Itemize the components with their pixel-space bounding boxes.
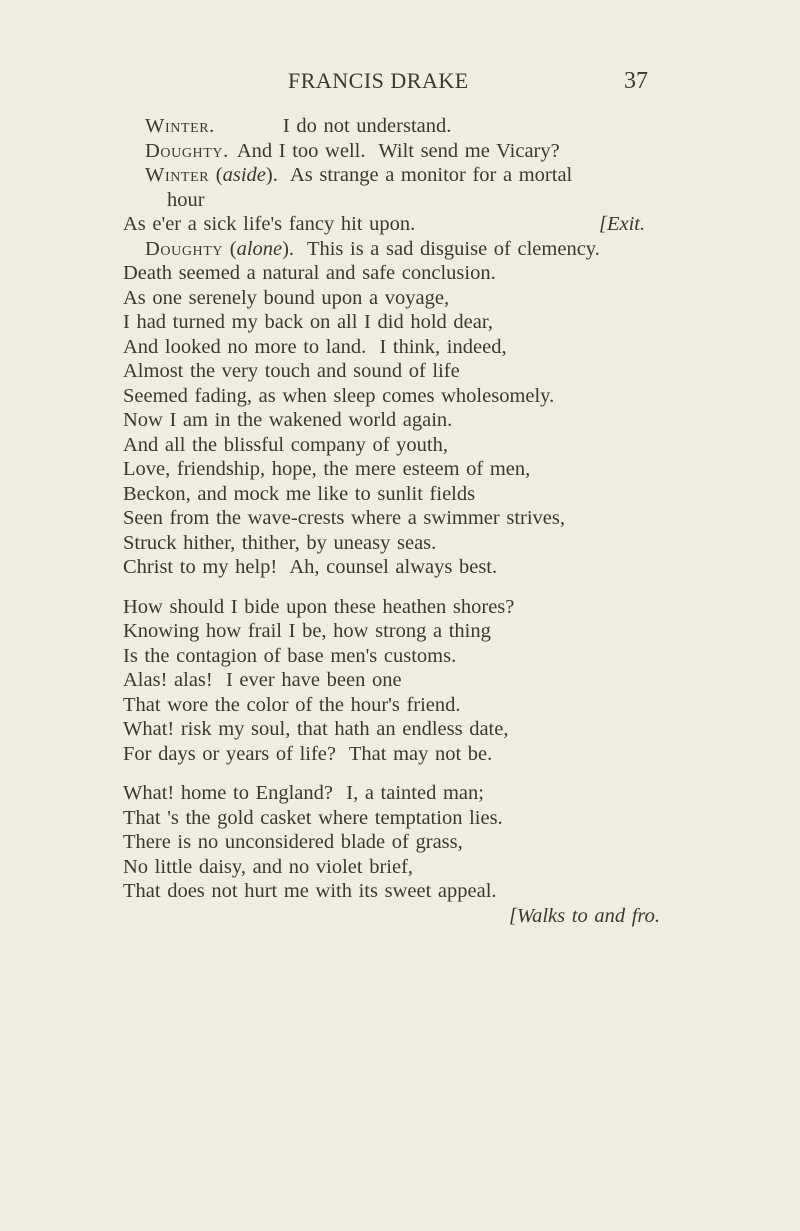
verse-line bbox=[101, 212, 661, 237]
play-text bbox=[101, 114, 661, 928]
page-number: 37 bbox=[624, 68, 648, 94]
verse-line bbox=[101, 668, 661, 693]
line-text: Seen from the wave-crests where a swimmer strives, bbox=[123, 507, 565, 529]
speech-line: Winter (aside). As strange a monitor for a mortal bbox=[145, 164, 573, 186]
verse-line bbox=[101, 806, 661, 831]
verse-line bbox=[101, 717, 661, 742]
line-text: How should I bide upon these heathen shores? bbox=[123, 595, 515, 618]
verse-line bbox=[101, 830, 661, 855]
verse-line bbox=[101, 531, 661, 556]
line-text: hour bbox=[167, 188, 205, 211]
line-text: As strange a monitor for a mortal bbox=[277, 164, 573, 186]
verse-line bbox=[101, 457, 661, 482]
speaker-name: Winter bbox=[145, 164, 210, 186]
verse-line bbox=[101, 261, 661, 286]
verse-line bbox=[101, 482, 661, 507]
line-text: I do not understand. bbox=[282, 115, 452, 137]
line-text: Seemed fading, as when sleep comes wholesomely. bbox=[123, 384, 555, 407]
stage-direction: aside bbox=[222, 164, 266, 186]
verse-line bbox=[101, 188, 661, 213]
line-text: There is no unconsidered blade of grass, bbox=[123, 831, 463, 853]
line-text: What! home to England? I, a tainted man; bbox=[123, 782, 484, 804]
verse-line bbox=[101, 781, 661, 806]
line-text: Knowing how frail I be, how strong a thing bbox=[123, 620, 491, 642]
line-text: Beckon, and mock me like to sunlit fields bbox=[123, 482, 476, 505]
verse-line bbox=[101, 742, 661, 767]
speaker-name: Doughty. bbox=[145, 139, 229, 162]
line-text: Death seemed a natural and safe conclusion. bbox=[123, 262, 496, 284]
stage-direction-walks: [Walks to and fro. bbox=[508, 904, 660, 927]
verse-line bbox=[101, 433, 661, 458]
speech-line bbox=[101, 114, 661, 139]
verse-line bbox=[101, 595, 661, 620]
verse-line bbox=[101, 855, 661, 880]
verse-line bbox=[101, 310, 661, 335]
speaker-name: Winter. bbox=[145, 115, 215, 137]
running-head bbox=[0, 68, 800, 98]
verse-line bbox=[101, 359, 661, 384]
line-text: And I too well. Wilt send me Vicary? bbox=[236, 139, 560, 162]
line-text: Alas! alas! I ever have been one bbox=[123, 669, 402, 691]
verse-line bbox=[101, 619, 661, 644]
line-text: Now I am in the wakened world again. bbox=[123, 409, 453, 431]
line-text: Is the contagion of base men's customs. bbox=[123, 644, 457, 667]
verse-line bbox=[101, 644, 661, 669]
verse-line bbox=[101, 555, 661, 580]
verse-line bbox=[101, 693, 661, 718]
line-text: As e'er a sick life's fancy hit upon. bbox=[123, 213, 416, 235]
line-text: That wore the color of the hour's friend. bbox=[123, 693, 461, 716]
line-text: That does not hurt me with its sweet appeal. bbox=[123, 880, 497, 902]
verse-line bbox=[101, 506, 661, 531]
line-text: As one serenely bound upon a voyage, bbox=[123, 286, 450, 309]
verse-line bbox=[101, 879, 661, 904]
line-text: This is a sad disguise of clemency. bbox=[294, 237, 600, 260]
stage-direction: alone bbox=[236, 237, 283, 260]
line-text: And looked no more to land. I think, indeed, bbox=[123, 335, 507, 358]
line-text: I had turned my back on all I did hold dear, bbox=[123, 311, 493, 333]
line-text: And all the blissful company of youth, bbox=[123, 433, 448, 456]
line-text: That 's the gold casket where temptation lies. bbox=[123, 806, 503, 829]
line-text: Love, friendship, hope, the mere esteem of men, bbox=[123, 458, 531, 480]
line-text: No little daisy, and no violet brief, bbox=[123, 855, 414, 878]
line-text: Almost the very touch and sound of life bbox=[123, 360, 460, 382]
verse-line bbox=[101, 335, 661, 360]
speaker-name: Doughty bbox=[145, 237, 224, 260]
stage-direction-exit: [Exit. bbox=[599, 213, 646, 235]
verse-line bbox=[101, 408, 661, 433]
verse-line bbox=[101, 384, 661, 409]
speech-line: Doughty (alone). This is a sad disguise of clemency. bbox=[145, 237, 600, 260]
running-title: FRANCIS DRAKE bbox=[288, 68, 469, 93]
speech-line bbox=[101, 139, 661, 164]
line-text: Christ to my help! Ah, counsel always best. bbox=[123, 556, 498, 578]
line-text: For days or years of life? That may not be. bbox=[123, 742, 493, 765]
line-text: Struck hither, thither, by uneasy seas. bbox=[123, 531, 437, 554]
verse-line bbox=[101, 286, 661, 311]
line-text: What! risk my soul, that hath an endless date, bbox=[123, 718, 509, 740]
